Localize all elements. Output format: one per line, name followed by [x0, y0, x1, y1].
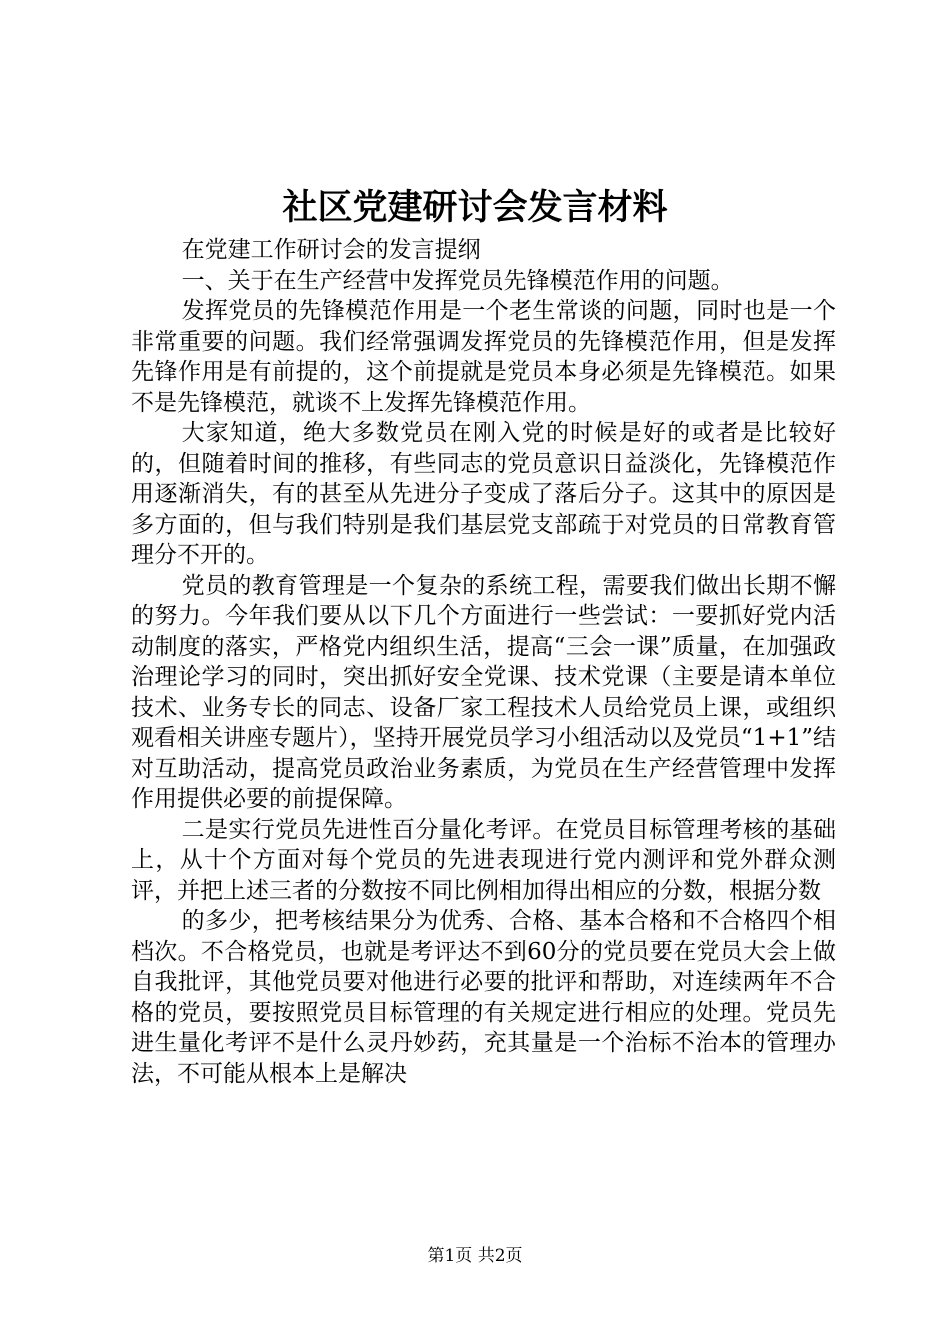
paragraph-section-one-heading: 一、关于在生产经营中发挥党员先锋模范作用的问题。: [181, 267, 734, 294]
document-body: [131, 235, 836, 1089]
page-number-footer: 第1页 共2页: [427, 1246, 523, 1266]
paragraph: 的多少，把考核结果分为优秀、合格、基本合格和不合格四个相档次。不合格党员，也就是考评达不到60分的党员要在党员大会上做自我批评，其他党员要对他进行必要的批评和帮助，对连续两年不合格的党员，要按照党员目标管理的有关规定进行相应的处理。党员先进生量化考评不是什么灵丹妙药，充其量是一个治标不治本的管理办法，不可能从根本上是解决: [131, 908, 836, 1087]
paragraph: 二是实行党员先进性百分量化考评。在党员目标管理考核的基础上，从十个方面对每个党员的先进表现进行党内测评和党外群众测评，并把上述三者的分数按不同比例相加得出相应的分数，根据分数: [131, 816, 836, 904]
paragraph: 大家知道，绝大多数党员在刚入党的时候是好的或者是比较好的，但随着时间的推移，有些同志的党员意识日益淡化，先锋模范作用逐渐消失，有的甚至从先进分子变成了落后分子。这其中的原因是多方面的，但与我们特别是我们基层党支部疏于对党员的日常教育管理分不开的。: [131, 420, 836, 568]
document-title: 社区党建研讨会发言材料: [282, 187, 668, 228]
paragraph: 发挥党员的先锋模范作用是一个老生常谈的问题，同时也是一个非常重要的问题。我们经常强调发挥党员的先锋模范作用，但是发挥先锋作用是有前提的，这个前提就是党员本身必须是先锋模范。如果不是先锋模范，就谈不上发挥先锋模范作用。: [131, 298, 836, 416]
paragraph-outline-heading: 在党建工作研讨会的发言提纲: [181, 237, 481, 263]
paragraph: 党员的教育管理是一个复杂的系统工程，需要我们做出长期不懈的努力。今年我们要从以下几个方面进行一些尝试：一要抓好党内活动制度的落实，严格党内组织生活，提高“三会一课”质量，在加强政治理论学习的同时，突出抓好安全党课、技术党课（主要是请本单位技术、业务专长的同志、设备厂家工程技术人员给党员上课，或组织观看相关讲座专题片），坚持开展党员学习小组活动以及党员“1+1”结对互助活动，提高党员政治业务素质，为党员在生产经营管理中发挥作用提供必要的前提保障。: [131, 572, 836, 812]
